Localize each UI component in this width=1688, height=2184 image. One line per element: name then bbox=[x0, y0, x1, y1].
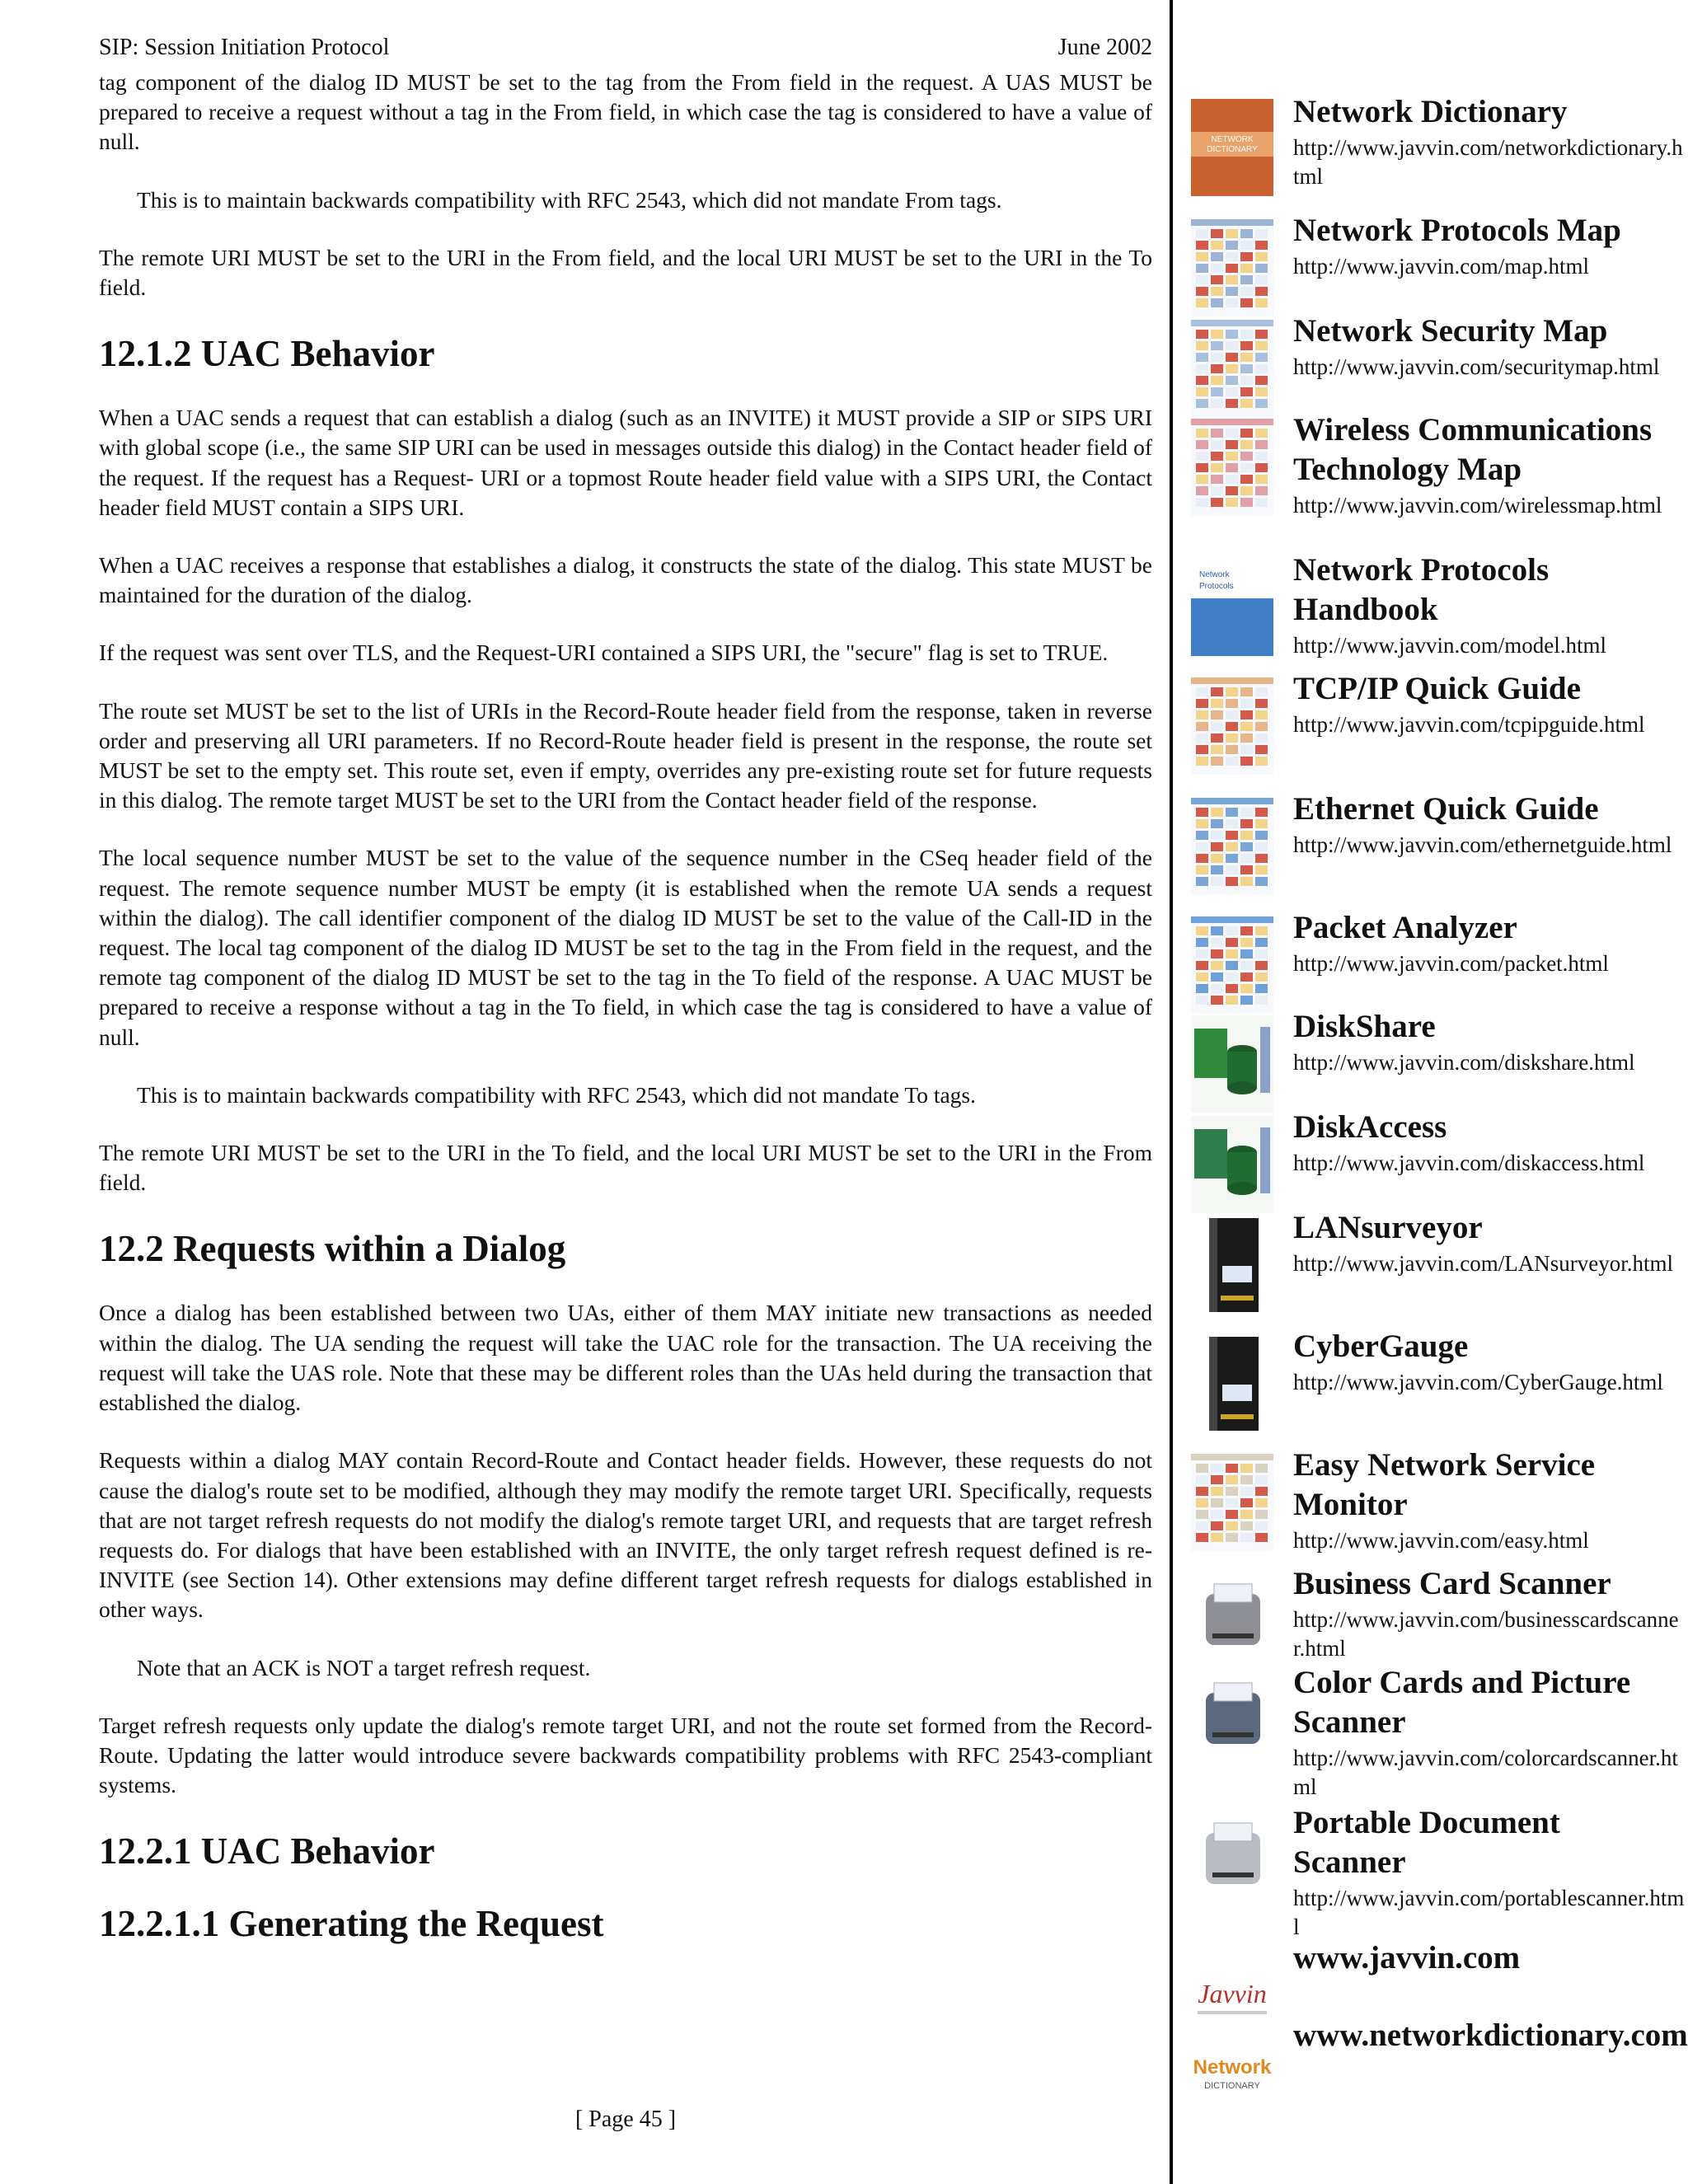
sidebar-ad-link[interactable]: http://www.javvin.com/diskshare.html bbox=[1293, 1050, 1635, 1075]
sidebar-ad-title[interactable]: DiskShare bbox=[1293, 1009, 1436, 1044]
paragraph: The remote URI MUST be set to the URI in the From field, and the local URI MUST be set to the URI in the To field. bbox=[99, 244, 1152, 301]
dictionary-cover-icon[interactable] bbox=[1191, 99, 1273, 196]
sidebar-ad-link[interactable]: http://www.javvin.com/map.html bbox=[1293, 254, 1589, 279]
section-heading: 12.2.1 UAC Behavior bbox=[99, 1830, 435, 1872]
sidebar-ad-link[interactable]: http://www.javvin.com/CyberGauge.html bbox=[1293, 1370, 1663, 1394]
handbook-cover-icon[interactable] bbox=[1191, 559, 1273, 656]
sidebar-ad-link[interactable]: http://www.javvin.com/LANsurveyor.html bbox=[1293, 1251, 1673, 1276]
protocols-map-icon[interactable] bbox=[1191, 219, 1273, 316]
page-number: [ Page 45 ] bbox=[574, 2107, 677, 2132]
sidebar-ad-link[interactable]: http://www.javvin.com/portablescanner.html bbox=[1293, 1886, 1685, 1939]
paragraph: The remote URI MUST be set to the URI in the To field, and the local URI MUST be set to the URI in the From field. bbox=[99, 1140, 1152, 1196]
paragraph: Once a dialog has been established between two UAs, either of them MAY initiate new transactions as needed within the dialog. The UA sending the request will take the UAC role for the transaction. The UA receiving the request will take the UAS role. Note that these may be different roles than the UAs held during the transaction that established the dialog. bbox=[99, 1300, 1152, 1416]
sidebar-ad-title[interactable]: Portable Document Scanner bbox=[1293, 1805, 1560, 1880]
sidebar-ad-title[interactable]: Wireless Communications Technology Map bbox=[1293, 412, 1653, 487]
sidebar-ad-link[interactable]: http://www.javvin.com/colorcardscanner.html bbox=[1293, 1746, 1678, 1799]
running-header bbox=[99, 33, 1152, 68]
svg-text:Protocols: Protocols bbox=[1199, 582, 1234, 591]
security-map-icon[interactable] bbox=[1191, 320, 1273, 417]
sidebar-ad-title[interactable]: Network Dictionary bbox=[1293, 94, 1568, 129]
sidebar-ad-link[interactable]: http://www.javvin.com/packet.html bbox=[1293, 951, 1609, 976]
diskshare-icon[interactable] bbox=[1191, 1015, 1273, 1113]
picture-scanner-icon[interactable] bbox=[1191, 1671, 1273, 1769]
svg-text:Network: Network bbox=[1193, 2056, 1272, 2079]
lansurveyor-box-icon[interactable] bbox=[1191, 1216, 1273, 1314]
sidebar-ad-link[interactable]: http://www.javvin.com/businesscardscanner.html bbox=[1293, 1607, 1679, 1661]
paragraph: When a UAC sends a request that can establish a dialog (such as an INVITE) it MUST provide a SIP or SIPS URI with global scope (i.e., the same SIP URI can be used in messages outside this dialog) in the Contact header field of the request. If the request has a Request- URI or a topmost Route header field value with a SIPS URI, the Contact header field MUST contain a SIPS URI. bbox=[99, 405, 1152, 520]
ethernet-guide-icon[interactable] bbox=[1191, 798, 1273, 895]
paragraph: If the request was sent over TLS, and the Request-URI contained a SIPS URI, the "secure" flag is set to TRUE. bbox=[99, 640, 1109, 666]
svg-text:Javvin: Javvin bbox=[1198, 1979, 1267, 2008]
wireless-map-icon[interactable] bbox=[1191, 419, 1273, 516]
sidebar-ad-link[interactable]: http://www.javvin.com/easy.html bbox=[1293, 1528, 1589, 1553]
sidebar-ad-title[interactable]: Color Cards and Picture Scanner bbox=[1293, 1665, 1631, 1740]
networkdictionary-logo[interactable] bbox=[1191, 2022, 1273, 2120]
note-paragraph: This is to maintain backwards compatibility with RFC 2543, which did not mandate From tags. bbox=[137, 186, 1002, 213]
packet-analyzer-icon[interactable] bbox=[1191, 916, 1273, 1014]
paragraph: When a UAC receives a response that establishes a dialog, it constructs the state of the dialog. This state MUST be maintained for the duration of the dialog. bbox=[99, 552, 1152, 608]
sidebar-ad-title[interactable]: Easy Network Service Monitor bbox=[1293, 1447, 1596, 1522]
paragraph: The local sequence number MUST be set to the value of the sequence number in the CSeq header field of the request. The remote sequence number MUST be empty (it is established when the remote UA sends a request within the dialog). The call identifier component of the dialog ID MUST be set to the value of the Call-ID in the request. The local tag component of the dialog ID MUST be set to the tag in the From field in the request, and the remote tag component of the dialog ID MUST be set to the tag in the To field of the response. A UAC MUST be prepared to receive a response without a tag in the To field, in which case the tag is considered to have a value of null. bbox=[99, 845, 1152, 1050]
sidebar-ad-title[interactable]: Packet Analyzer bbox=[1293, 910, 1517, 945]
tcpip-guide-icon[interactable] bbox=[1191, 677, 1273, 775]
sidebar-ad-link[interactable]: http://www.javvin.com/diskaccess.html bbox=[1293, 1151, 1645, 1175]
service-monitor-icon[interactable] bbox=[1191, 1454, 1273, 1551]
section-heading: 12.2 Requests within a Dialog bbox=[99, 1228, 566, 1270]
sidebar-ad-title[interactable]: www.networkdictionary.com bbox=[1293, 2018, 1688, 2053]
document-scanner-icon[interactable] bbox=[1191, 1811, 1273, 1909]
note-paragraph: This is to maintain backwards compatibility with RFC 2543, which did not mandate To tags. bbox=[137, 1081, 977, 1108]
diskaccess-icon[interactable] bbox=[1191, 1116, 1273, 1213]
sidebar-ad-title[interactable]: Ethernet Quick Guide bbox=[1293, 791, 1599, 827]
header-title: SIP: Session Initiation Protocol bbox=[99, 35, 390, 60]
svg-text:Network: Network bbox=[1199, 570, 1230, 579]
paragraph: Target refresh requests only update the dialog's remote target URI, and not the route set formed from the Record-Route. Updating the latter would introduce severe backwards compatibility problems with RFC 2543-compliant systems. bbox=[99, 1712, 1152, 1798]
sidebar-ad-link[interactable]: http://www.javvin.com/ethernetguide.html bbox=[1293, 832, 1672, 857]
sidebar-ad-title[interactable]: Network Security Map bbox=[1293, 313, 1608, 349]
paragraph: Requests within a dialog MAY contain Record-Route and Contact header fields. However, these requests do not cause the dialog's route set to be modified, although they may modify the remote target URI. Specifically, requests that are not target refresh requests do not modify the dialog's remote target URI, and requests that are target refresh requests do. For dialogs that have been established with an INVITE, the only target refresh request defined is re-INVITE (see Section 14). Other extensions may define different target refresh requests for dialogs established in other ways. bbox=[99, 1447, 1152, 1623]
sidebar-ad-title[interactable]: Network Protocols Map bbox=[1293, 213, 1621, 248]
sidebar-ad-title[interactable]: LANsurveyor bbox=[1293, 1210, 1483, 1245]
sidebar-ad-title[interactable]: Business Card Scanner bbox=[1293, 1566, 1611, 1601]
svg-text:DICTIONARY: DICTIONARY bbox=[1207, 145, 1258, 154]
svg-text:NETWORK: NETWORK bbox=[1211, 135, 1254, 144]
sidebar-ad-title[interactable]: www.javvin.com bbox=[1293, 1940, 1521, 1975]
sidebar-ad-link[interactable]: http://www.javvin.com/tcpipguide.html bbox=[1293, 712, 1645, 737]
paragraph: tag component of the dialog ID MUST be set to the tag from the From field in the request. A UAS MUST be prepared to receive a request without a tag in the From field, in which case the tag is considered to have a value of null. bbox=[99, 69, 1152, 155]
section-heading: 12.1.2 UAC Behavior bbox=[99, 333, 435, 375]
note-paragraph: Note that an ACK is NOT a target refresh request. bbox=[137, 1654, 591, 1680]
header-date: June 2002 bbox=[1057, 35, 1152, 60]
sidebar-ad-title[interactable]: CyberGauge bbox=[1293, 1329, 1469, 1364]
sidebar-ad-link[interactable]: http://www.javvin.com/model.html bbox=[1293, 633, 1606, 658]
paragraph: The route set MUST be set to the list of URIs in the Record-Route header field from the response, taken in reverse order and preserving all URI parameters. If no Record-Route header field is present in the response, the route set MUST be set to the empty set. This route set, even if empty, overrides any pre-existing route set for future requests in this dialog. The remote target MUST be set to the URI from the Contact header field of the response. bbox=[99, 697, 1152, 813]
sidebar-ad-link[interactable]: http://www.javvin.com/wirelessmap.html bbox=[1293, 493, 1662, 518]
column-divider bbox=[1170, 0, 1173, 2184]
section-heading: 12.2.1.1 Generating the Request bbox=[99, 1903, 604, 1945]
cybergauge-box-icon[interactable] bbox=[1191, 1335, 1273, 1432]
sidebar-ad-link[interactable]: http://www.javvin.com/securitymap.html bbox=[1293, 354, 1660, 379]
advert-sidebar bbox=[1191, 0, 1688, 2184]
sidebar-ad-title[interactable]: Network Protocols Handbook bbox=[1293, 552, 1550, 627]
document-column bbox=[99, 33, 1152, 2176]
svg-text:DICTIONARY: DICTIONARY bbox=[1204, 2081, 1260, 2091]
card-scanner-icon[interactable] bbox=[1191, 1572, 1273, 1670]
sidebar-ad-title[interactable]: DiskAccess bbox=[1293, 1109, 1447, 1145]
sidebar-ad-title[interactable]: TCP/IP Quick Guide bbox=[1293, 671, 1581, 706]
sidebar-ad-link[interactable]: http://www.javvin.com/networkdictionary.html bbox=[1293, 135, 1683, 189]
